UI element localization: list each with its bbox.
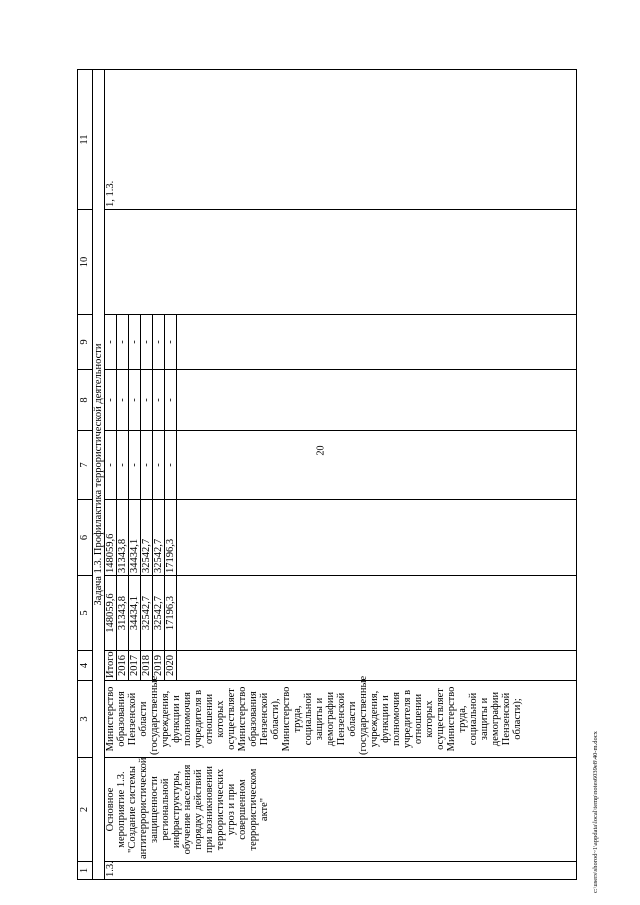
year-cell: Итого bbox=[105, 651, 117, 681]
col7-cell: - bbox=[105, 431, 117, 500]
col9-cell: - bbox=[117, 315, 129, 370]
col8-cell: - bbox=[105, 370, 117, 431]
col9-cell: - bbox=[165, 315, 177, 370]
empty-cell bbox=[177, 500, 577, 576]
task-row bbox=[93, 70, 105, 880]
col6-cell: 31343,8 bbox=[117, 500, 129, 576]
col6-cell: 32542,7 bbox=[141, 500, 153, 576]
total-cell: 17196,3 bbox=[165, 576, 177, 651]
year-cell: 2019 bbox=[153, 651, 165, 681]
empty-cell bbox=[177, 315, 577, 370]
page-number: 20 bbox=[315, 445, 327, 456]
empty-cell bbox=[177, 576, 577, 651]
col6-cell: 32542,7 bbox=[153, 500, 165, 576]
col7-cell: - bbox=[129, 431, 141, 500]
col-9: 9 bbox=[78, 315, 93, 370]
col9-cell: - bbox=[105, 315, 117, 370]
total-cell: 31343,8 bbox=[117, 576, 129, 651]
col7-cell: - bbox=[153, 431, 165, 500]
col10-cell bbox=[105, 210, 577, 315]
column-number-row bbox=[78, 70, 93, 880]
col9-cell: - bbox=[129, 315, 141, 370]
col6-cell: 17196,3 bbox=[165, 500, 177, 576]
total-cell: 148059,6 bbox=[105, 576, 117, 651]
year-cell: 2020 bbox=[165, 651, 177, 681]
program-table bbox=[77, 69, 577, 880]
col8-cell: - bbox=[153, 370, 165, 431]
col-5: 5 bbox=[78, 576, 93, 651]
total-cell: 32542,7 bbox=[153, 576, 165, 651]
year-cell: 2018 bbox=[141, 651, 153, 681]
col-11: 11 bbox=[78, 70, 93, 210]
task-title: Задача 1.3. Профилактика террористической деятельности bbox=[93, 70, 105, 880]
empty-cell bbox=[177, 431, 577, 500]
measure-executor: Министерство образования Пензенской области (государственные учреждения, функции и полномочия учредителя в отношении которых осуществляет Министерство образования Пензенской области), Министерство труда, социальной защиты и демографии Пензенской области (государственные учреждения, функции и полномочия учредителя в отношении которых осуществляет Министерство труда, социальной защиты и демографии Пензенской области); bbox=[105, 681, 577, 758]
total-cell: 34434,1 bbox=[129, 576, 141, 651]
col-2: 2 bbox=[78, 758, 93, 862]
col8-cell: - bbox=[129, 370, 141, 431]
col8-cell: - bbox=[117, 370, 129, 431]
col-4: 4 bbox=[78, 651, 93, 681]
col8-cell: - bbox=[165, 370, 177, 431]
col7-cell: - bbox=[117, 431, 129, 500]
measure-name: Основное мероприятие 1.3. "Создание системы антитеррористической защищенности региональной инфраструктуры, обучение населения порядку действий при возникновении террористических угроз и при совершенном террористическом акте" bbox=[105, 758, 577, 862]
file-path-footer: c:\users\shorod~1\appdata\local\temp\notes6039e8\40-m.docx bbox=[592, 731, 599, 893]
col-6: 6 bbox=[78, 500, 93, 576]
year-cell: 2017 bbox=[129, 651, 141, 681]
col-3: 3 bbox=[78, 681, 93, 758]
col-1: 1 bbox=[78, 862, 93, 880]
col7-cell: - bbox=[141, 431, 153, 500]
col6-cell: 148059,6 bbox=[105, 500, 117, 576]
col7-cell: - bbox=[165, 431, 177, 500]
empty-cell bbox=[177, 370, 577, 431]
total-cell: 32542,7 bbox=[141, 576, 153, 651]
rotated-page bbox=[77, 70, 622, 880]
indicator-cell: 1, 1.3. bbox=[105, 70, 577, 210]
measure-number: 1.3. bbox=[105, 862, 577, 880]
col-8: 8 bbox=[78, 370, 93, 431]
col-7: 7 bbox=[78, 431, 93, 500]
data-row bbox=[105, 70, 117, 880]
year-cell: 2016 bbox=[117, 651, 129, 681]
empty-cell bbox=[177, 651, 577, 681]
col6-cell: 34434,1 bbox=[129, 500, 141, 576]
col8-cell: - bbox=[141, 370, 153, 431]
col9-cell: - bbox=[141, 315, 153, 370]
col-10: 10 bbox=[78, 210, 93, 315]
col9-cell: - bbox=[153, 315, 165, 370]
